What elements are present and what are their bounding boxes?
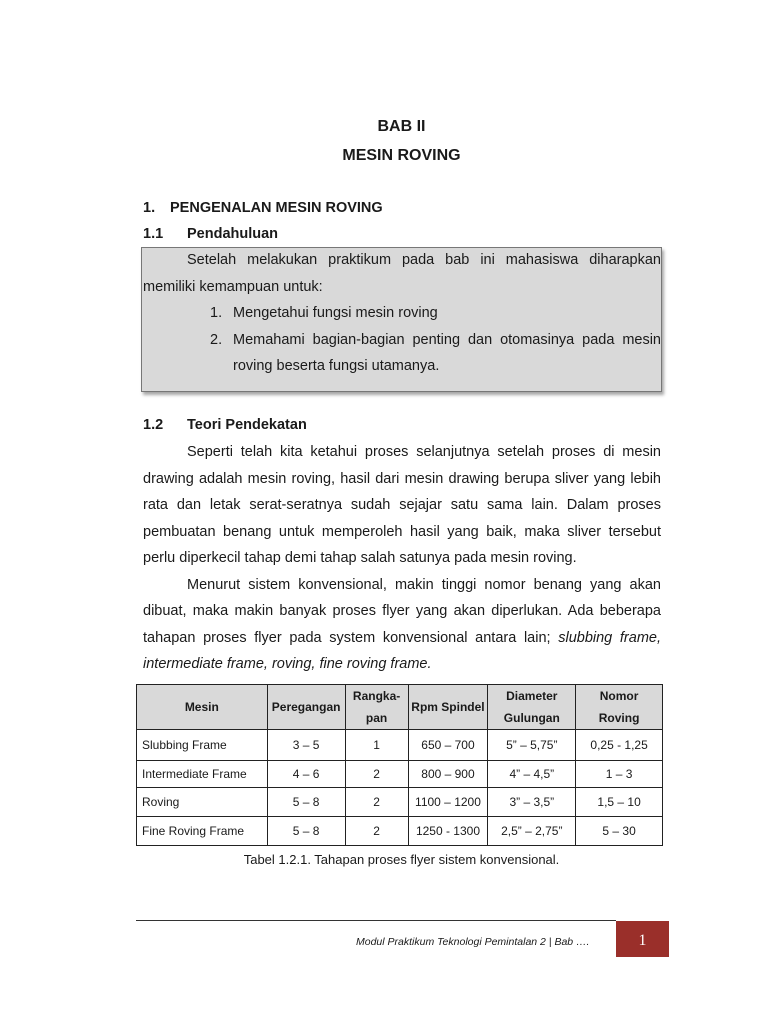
chapter-title: MESIN ROVING [342,147,461,164]
table-cell: 4 – 6 [267,761,345,788]
table-cell: 0,25 - 1,25 [576,730,663,761]
table-cell: 1250 - 1300 [408,817,488,846]
table-cell: 5 – 8 [267,788,345,817]
table-header: Rangka-pan [345,685,408,730]
table-row [137,817,663,846]
objectives-list [143,300,661,380]
table-cell: 3 – 5 [267,730,345,761]
paragraph-2-text: Menurut sistem konvensional, makin tinggi nomor benang yang akan dibuat, maka makin banyak proses flyer yang akan diperlukan. Ada beberapa tahapan proses flyer pada system konvensional antara lain; [143,576,661,646]
table-cell: 2 [345,761,408,788]
page-number: 1 [638,932,647,949]
table-row [137,761,663,788]
paragraph-2-italic: slubbing frame, intermediate frame, roving, fine roving frame. [143,629,661,672]
footer-divider [136,920,616,921]
section-1-title: PENGENALAN MESIN ROVING [170,200,383,216]
section-1-number: 1. [143,200,156,216]
section-1-2-title: Teori Pendekatan [187,417,307,433]
table-cell: 5 – 8 [267,817,345,846]
table-cell: 1 – 3 [576,761,663,788]
table-caption: Tabel 1.2.1. Tahapan proses flyer sistem konvensional. [243,852,560,867]
table-cell: Roving [137,788,268,817]
table-cell: 1 [345,730,408,761]
footer-text: Modul Praktikum Teknologi Pemintalan 2 | Bab …. [356,936,590,948]
list-item-text: Mengetahui fungsi mesin roving [233,305,438,321]
table-header-row [137,685,663,730]
table-cell: 2,5” – 2,75” [488,817,576,846]
section-1-2-heading [143,417,307,433]
table-cell: 4” – 4,5” [488,761,576,788]
table-cell: Slubbing Frame [137,730,268,761]
section-1-1-heading [143,226,278,242]
list-item-number: 2. [210,331,223,348]
table-cell: Fine Roving Frame [137,817,268,846]
table-row [137,788,663,817]
table-row [137,730,663,761]
page-number-box [616,921,669,957]
list-item-text: Memahami bagian-bagian penting dan otomasinya pada mesin roving beserta fungsi utamanya. [233,331,661,374]
table-cell: 800 – 900 [408,761,488,788]
objectives-content [143,247,661,380]
paragraph-1: Seperti telah kita ketahui proses selanjutnya setelah proses di mesin drawing adalah mesin roving, hasil dari mesin drawing berupa sliver yang lebih rata dan letak serat-seratnya sudah sejajar satu sama lain. Dalam proses pembuatan benang untuk memperoleh hasil yang baik, maka sliver tersebut perlu diperkecil tahap demi tahap salah satunya pada mesin roving. [143,444,661,566]
table-cell: 5” – 5,75” [488,730,576,761]
objectives-intro: Setelah melakukan praktikum pada bab ini mahasiswa diharapkan memiliki kemampuan untuk: [143,252,661,295]
section-1-1-number: 1.1 [143,226,164,242]
section-1-2-number: 1.2 [143,417,164,433]
table-header: Mesin [137,685,268,730]
table-cell: 1100 – 1200 [408,788,488,817]
list-item [210,300,661,327]
table-header: Rpm Spindel [408,685,488,730]
table-cell: 1,5 – 10 [576,788,663,817]
list-item-number: 1. [210,305,223,321]
table-cell: 2 [345,788,408,817]
chapter-label: BAB II [377,118,426,135]
table-cell: 5 – 30 [576,817,663,846]
section-1-heading [143,200,383,216]
table-cell: 650 – 700 [408,730,488,761]
table-cell: Intermediate Frame [137,761,268,788]
table-header: Nomor Roving [576,685,663,730]
body-text [143,439,661,678]
table-header: Peregangan [267,685,345,730]
flyer-process-table [136,684,663,846]
table-header: Diameter Gulungan [488,685,576,730]
paragraph-2 [143,572,661,678]
section-1-1-title: Pendahuluan [187,226,279,242]
table-cell: 2 [345,817,408,846]
list-item [210,327,661,380]
table-cell: 3” – 3,5” [488,788,576,817]
